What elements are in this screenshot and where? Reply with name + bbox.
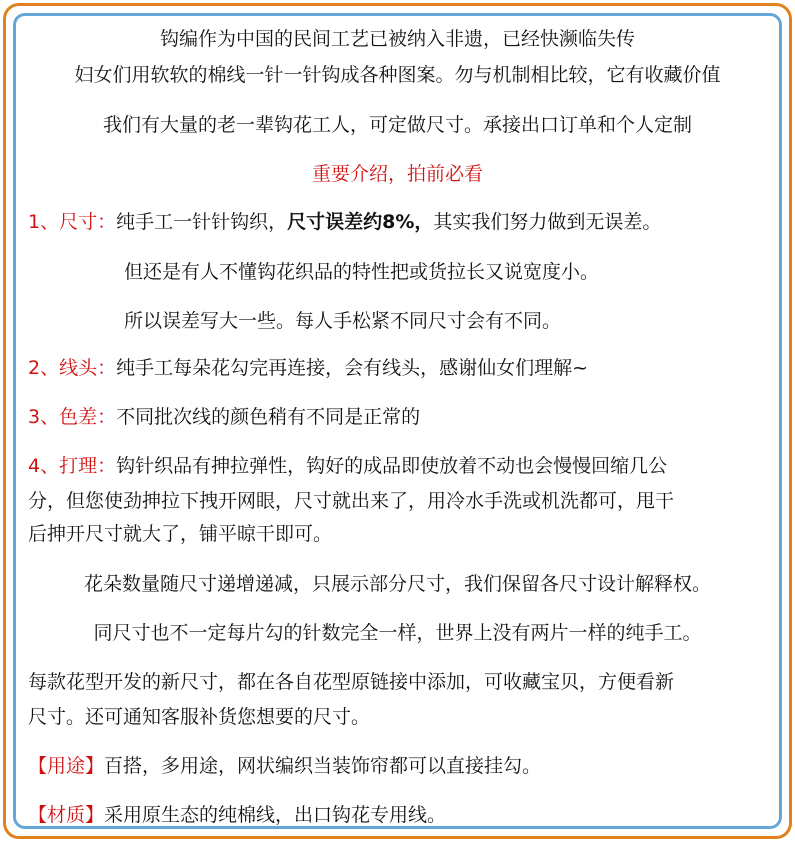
intro-line-3: 我们有大量的老一辈钩花工人，可定做尺寸。承接出口订单和个人定制 (102, 114, 692, 136)
size-item (28, 209, 779, 235)
usage-item (28, 753, 779, 779)
usage-label: 【用途】 (28, 755, 105, 777)
size-label: 1、尺寸： (28, 211, 117, 233)
care-line-3: 后抻开尺寸就大了，铺平晾干即可。 (28, 523, 333, 545)
thread-item (28, 355, 779, 381)
color-label: 3、色差： (28, 406, 117, 428)
care-label: 4、打理： (28, 455, 117, 477)
size-line-3: 所以误差写大一些。每人手松紧不同尺寸会有不同。 (124, 310, 562, 332)
material-text: 采用原生态的纯棉线，出口钩花专用线。 (104, 804, 447, 826)
usage-text: 百搭，多用途，网状编织当装饰帘都可以直接挂勾。 (104, 755, 542, 777)
note-new-sizes-1: 每款花型开发的新尺寸，都在各自花型原链接中添加，可收藏宝贝，方便看新 (28, 671, 675, 693)
thread-text: 纯手工每朵花勾完再连接，会有线头，感谢仙女们理解~ (116, 357, 589, 379)
intro-line-2: 妇女们用软软的棉线一针一针钩成各种图案。勿与机制相比较，它有收藏价值 (74, 64, 721, 86)
intro-line-1: 钩编作为中国的民间工艺已被纳入非遗，已经快濒临失传 (159, 28, 635, 50)
color-item (28, 404, 779, 430)
outer-frame (3, 3, 792, 839)
content-panel (13, 13, 782, 829)
care-line-2: 分，但您使劲抻拉下拽开网眼，尺寸就出来了，用冷水手洗或机洗都可，甩干 (28, 490, 675, 512)
size-text-b: 其实我们努力做到无误差。 (433, 211, 662, 233)
note-stitches: 同尺寸也不一定每片勾的针数完全一样，世界上没有两片一样的纯手工。 (93, 622, 702, 644)
material-item (28, 802, 779, 828)
note-flowers: 花朵数量随尺寸递增递减，只展示部分尺寸，我们保留各尺寸设计解释权。 (83, 573, 711, 595)
material-label: 【材质】 (28, 804, 105, 826)
note-new-sizes-2: 尺寸。还可通知客服补货您想要的尺寸。 (28, 706, 371, 728)
size-text-bold: 尺寸误差约8%， (287, 211, 434, 233)
size-text-a: 纯手工一针针钩织， (116, 211, 288, 233)
thread-label: 2、线头： (28, 357, 117, 379)
size-line-2: 但还是有人不懂钩花织品的特性把或货拉长又说宽度小。 (124, 261, 600, 283)
notice-heading: 重要介绍，拍前必看 (311, 163, 483, 185)
care-text-1: 钩针织品有抻拉弹性，钩好的成品即使放着不动也会慢慢回缩几公 (116, 455, 668, 477)
care-item (28, 453, 779, 479)
color-text: 不同批次线的颜色稍有不同是正常的 (116, 406, 421, 428)
